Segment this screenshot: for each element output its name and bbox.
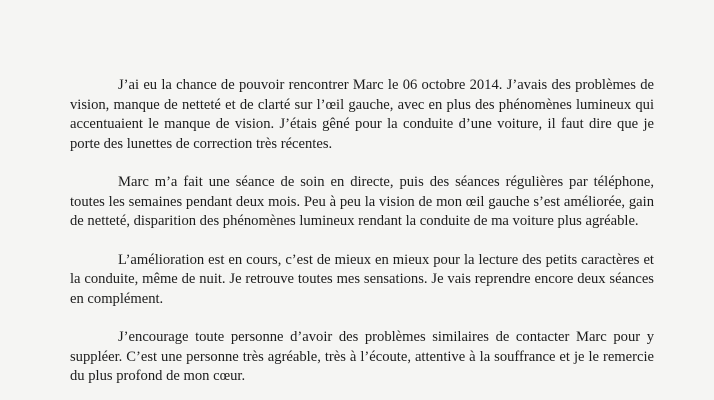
paragraph-4: J’encourage toute personne d’avoir des problèmes similaires de contacter Marc pour y suppléer. C’est une personne très agréable, très à l’écoute, attentive à la souffrance et je le remercie du plus profond de mon cœur. bbox=[70, 329, 654, 384]
paragraph-2: Marc m’a fait une séance de soin en directe, puis des séances régulières par téléphone, toutes les semaines pendant deux mois. Peu à peu la vision de mon œil gauche s’est améliorée, gain de netteté, disparition des phénomènes lumineux rendant la conduite de ma voiture plus agréable. bbox=[70, 174, 654, 229]
paragraph-3: L’amélioration est en cours, c’est de mieux en mieux pour la lecture des petits caractères et la conduite, même de nuit. Je retrouve toutes mes sensations. Je vais reprendre encore deux séances en complément. bbox=[70, 251, 654, 307]
paragraph-1: J’ai eu la chance de pouvoir rencontrer Marc le 06 octobre 2014. J’avais des problèmes de vision, manque de netteté et de clarté sur l’œil gauche, avec en plus des phénomènes lumineux qui accentuaient le manque de vision. J’étais gêné pour la conduite d’une voiture, il faut dire que je porte des lunettes de correction très récentes. bbox=[70, 77, 654, 152]
